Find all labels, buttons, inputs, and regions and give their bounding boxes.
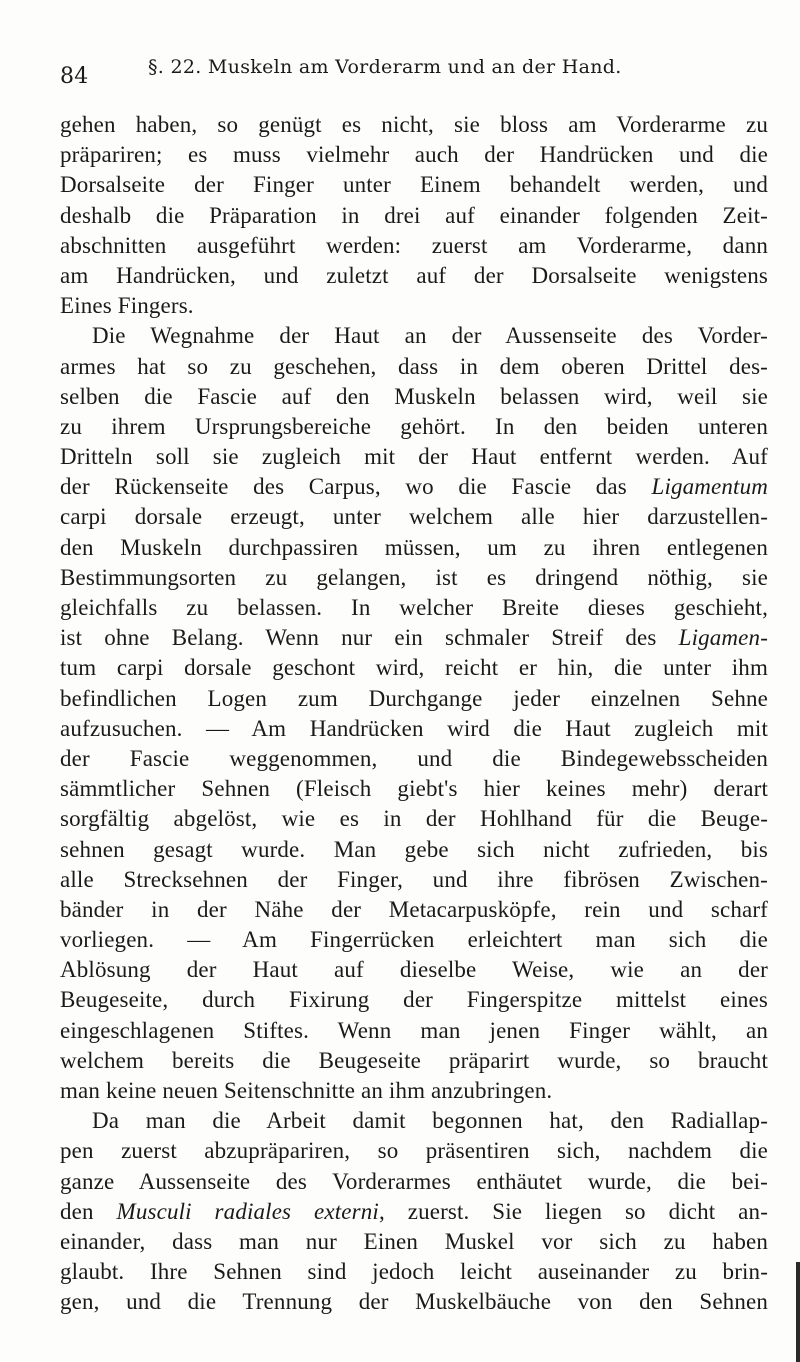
paragraph xyxy=(60,321,768,1106)
text-line: sorgfältig abgelöst, wie es in der Hohlhand für die Beuge- xyxy=(60,806,768,832)
text-span: den xyxy=(60,1198,94,1224)
text-line: abschnitten ausgeführt werden: zuerst am Vorderarme, dann xyxy=(60,232,768,258)
text-line: am Handrücken, und zuletzt auf der Dorsalseite wenigstens xyxy=(60,262,768,288)
text-line-mixed xyxy=(60,502,768,532)
text-line: aufzusuchen. — Am Handrücken wird die Haut zugleich mit xyxy=(60,715,768,741)
text-line: Ablösung der Haut auf dieselbe Weise, wie an der xyxy=(60,957,768,983)
text-line: gehen haben, so genügt es nicht, sie bloss am Vorderarme zu xyxy=(60,112,768,137)
running-head-title: §. 22. Muskeln am Vorderarm und an der Hand. xyxy=(148,56,622,78)
body-text xyxy=(60,110,768,1318)
text-line: Die Wegnahme der Haut an der Aussenseite des Vorder- xyxy=(92,323,768,349)
text-line-mixed xyxy=(60,623,768,653)
text-line-mixed xyxy=(60,1197,768,1227)
text-line: pen zuerst abzupräpariren, so präsentiren sich, nachdem die xyxy=(60,1138,768,1164)
text-line: vorliegen. — Am Fingerrücken erleichtert man sich die xyxy=(60,927,768,953)
italic-term: Musculi radiales externi xyxy=(116,1198,379,1224)
text-line: präpariren; es muss vielmehr auch der Handrücken und die xyxy=(60,142,768,168)
text-line: glaubt. Ihre Sehnen sind jedoch leicht auseinander zu brin- xyxy=(60,1259,768,1285)
page-number: 84 xyxy=(60,64,89,89)
paragraph xyxy=(60,1106,768,1317)
page-edge-shadow xyxy=(796,1262,800,1362)
text-line: Dorsalseite der Finger unter Einem behandelt werden, und xyxy=(60,172,768,198)
text-span: carpi dorsale erzeugt, unter welchem alle hier darzustellen- xyxy=(60,504,768,530)
text-line: der Fascie weggenommen, und die Bindegewebsscheiden xyxy=(60,745,768,771)
text-line: man keine neuen Seitenschnitte an ihm anzubringen. xyxy=(60,1078,553,1103)
text-line: sehnen gesagt wurde. Man gebe sich nicht zufrieden, bis xyxy=(60,836,768,862)
text-line-mixed xyxy=(60,472,768,502)
text-line: befindlichen Logen zum Durchgange jeder einzelnen Sehne xyxy=(60,685,768,711)
text-span: tum carpi dorsale geschont wird, reicht er hin, die unter ihm xyxy=(60,655,768,681)
text-span: der Rückenseite des Carpus, wo die Fascie das xyxy=(60,474,627,500)
text-line: gen, und die Trennung der Muskelbäuche von den Sehnen xyxy=(60,1289,768,1315)
paragraph xyxy=(60,110,768,321)
text-line: Da man die Arbeit damit begonnen hat, den Radiallap- xyxy=(92,1108,768,1134)
text-line: ganze Aussenseite des Vorderarmes enthäutet wurde, die bei- xyxy=(60,1168,768,1194)
italic-term: Ligamen- xyxy=(678,625,768,651)
text-line: einander, dass man nur Einen Muskel vor sich zu haben xyxy=(60,1228,768,1254)
text-line-mixed xyxy=(60,653,768,683)
text-span: , zuerst. Sie liegen so dicht an- xyxy=(378,1198,769,1224)
text-line: Eines Fingers. xyxy=(60,293,194,319)
text-line: selben die Fascie auf den Muskeln belassen wird, weil sie xyxy=(60,383,768,409)
text-line: Beugeseite, durch Fixirung der Fingerspitze mittelst eines xyxy=(60,987,768,1013)
text-line: welchem bereits die Beugeseite präparirt wurde, so braucht xyxy=(60,1047,768,1073)
italic-term: Ligamentum xyxy=(651,474,768,500)
text-line: alle Strecksehnen der Finger, und ihre fibrösen Zwischen- xyxy=(60,866,768,892)
text-line: Bestimmungsorten zu gelangen, ist es dringend nöthig, sie xyxy=(60,564,768,590)
text-line: gleichfalls zu belassen. In welcher Breite dieses geschieht, xyxy=(60,595,768,620)
text-line: Dritteln soll sie zugleich mit der Haut entfernt werden. Auf xyxy=(60,444,768,470)
running-head xyxy=(60,56,760,89)
text-line: sämmtlicher Sehnen (Fleisch giebt's hier keines mehr) derart xyxy=(60,776,768,802)
text-line: armes hat so zu geschehen, dass in dem oberen Drittel des- xyxy=(60,353,768,379)
text-line: bänder in der Nähe der Metacarpusköpfe, rein und scharf xyxy=(60,896,768,922)
text-line: zu ihrem Ursprungsbereiche gehört. In den beiden unteren xyxy=(60,413,768,439)
text-line: deshalb die Präparation in drei auf einander folgenden Zeit- xyxy=(60,202,768,228)
text-line: eingeschlagenen Stiftes. Wenn man jenen Finger wählt, an xyxy=(60,1017,768,1043)
text-span: ist ohne Belang. Wenn nur ein schmaler Streif des xyxy=(60,625,657,651)
text-line: den Muskeln durchpassiren müssen, um zu ihren entlegenen xyxy=(60,534,768,560)
